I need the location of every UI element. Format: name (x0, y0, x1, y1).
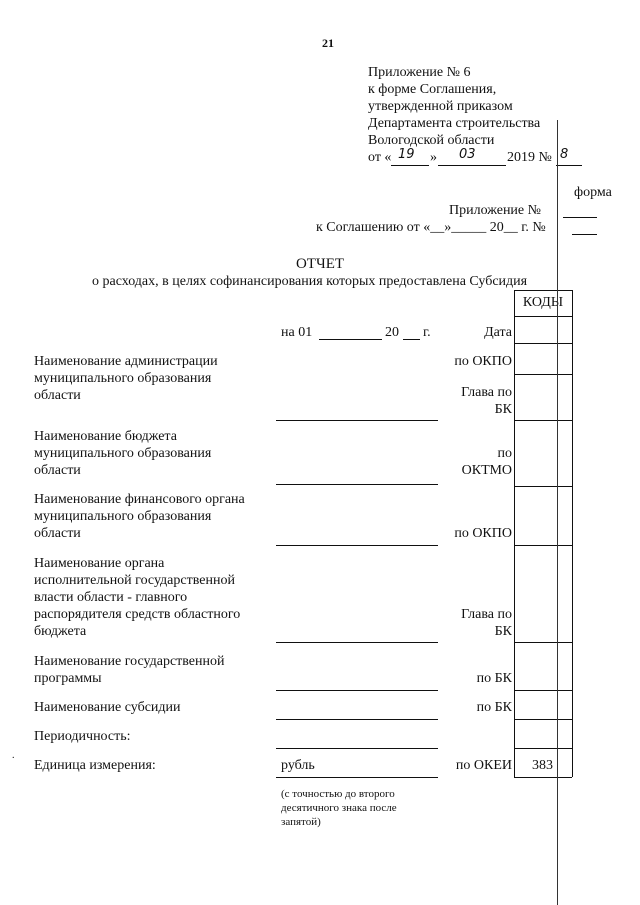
admin-label-3: области (34, 388, 81, 403)
program-code-label: по БК (476, 671, 512, 686)
margin-dot: . (12, 750, 15, 761)
form-label: форма (574, 185, 612, 200)
report-title: ОТЧЕТ (295, 256, 345, 272)
precision-note-3: запятой) (281, 816, 321, 828)
precision-note-1: (с точностью до второго (281, 788, 395, 800)
budget-label-1: Наименование бюджета (34, 429, 177, 444)
periodicity-label: Периодичность: (34, 729, 131, 744)
appendix-date-prefix: от « (368, 150, 392, 165)
budget-label-3: области (34, 463, 81, 478)
appendix-line-2: к форме Соглашения, (368, 82, 497, 97)
oktmo-label-1: по (497, 446, 512, 461)
exec-label-1: Наименование органа (34, 556, 165, 571)
exec-label-2: исполнительной государственной (34, 573, 235, 588)
admin-label-1: Наименование администрации (34, 354, 218, 369)
appendix-date-mid: » (430, 150, 437, 165)
codes-header: КОДЫ (522, 295, 564, 310)
finorgan-label-1: Наименование финансового органа (34, 492, 245, 507)
appendix-line-4: Департамента строительства (368, 116, 541, 131)
subsidy-label: Наименование субсидии (34, 700, 181, 715)
budget-label-2: муниципального образования (34, 446, 212, 461)
page-number: 21 (322, 36, 334, 50)
date-year: 20 (385, 325, 399, 340)
admin-label-2: муниципального образования (34, 371, 212, 386)
glava-bk-2-line-2: БК (494, 624, 512, 639)
program-label-1: Наименование государственной (34, 654, 225, 669)
finorgan-label-3: области (34, 526, 81, 541)
exec-label-5: бюджета (34, 624, 87, 639)
date-suffix: г. (423, 325, 431, 340)
appendix-month-handwritten: 03 (459, 147, 476, 162)
unit-code-label: по ОКЕИ (455, 758, 512, 773)
unit-label: Единица измерения: (34, 758, 156, 773)
oktmo-label-2: ОКТМО (461, 463, 512, 478)
program-label-2: программы (34, 671, 102, 686)
glava-bk-1-line-1: Глава по (461, 385, 512, 400)
date-code-label: Дата (484, 325, 512, 340)
appendix-number-handwritten: 8 (560, 147, 569, 162)
subsidy-code-label: по БК (476, 700, 512, 715)
precision-note-2: десятичного знака после (281, 802, 397, 814)
exec-label-4: распорядителя средств областного (34, 607, 241, 622)
finorgan-label-2: муниципального образования (34, 509, 212, 524)
exec-label-3: власти области - главного (34, 590, 188, 605)
glava-bk-1-line-2: БК (494, 402, 512, 417)
unit-value: рубль (281, 758, 315, 773)
date-prefix: на 01 (281, 325, 313, 340)
finorgan-code-label: по ОКПО (454, 526, 512, 541)
okei-code: 383 (532, 758, 553, 773)
admin-code-label: по ОКПО (454, 354, 512, 369)
report-subtitle: о расходах, в целях софинансирования которых предоставлена Субсидия (92, 274, 528, 289)
appendix2-line-1: Приложение № (449, 203, 541, 218)
appendix-line-3: утвержденной приказом (368, 99, 513, 114)
appendix-line-1: Приложение № 6 (368, 65, 471, 80)
appendix-year-number: 2019 № (507, 150, 552, 165)
glava-bk-2-line-1: Глава по (461, 607, 512, 622)
appendix-line-5: Вологодской области (368, 133, 495, 148)
appendix2-line-2: к Соглашению от «__»_____ 20__ г. № (316, 220, 546, 235)
appendix-day-handwritten: 19 (398, 147, 415, 162)
